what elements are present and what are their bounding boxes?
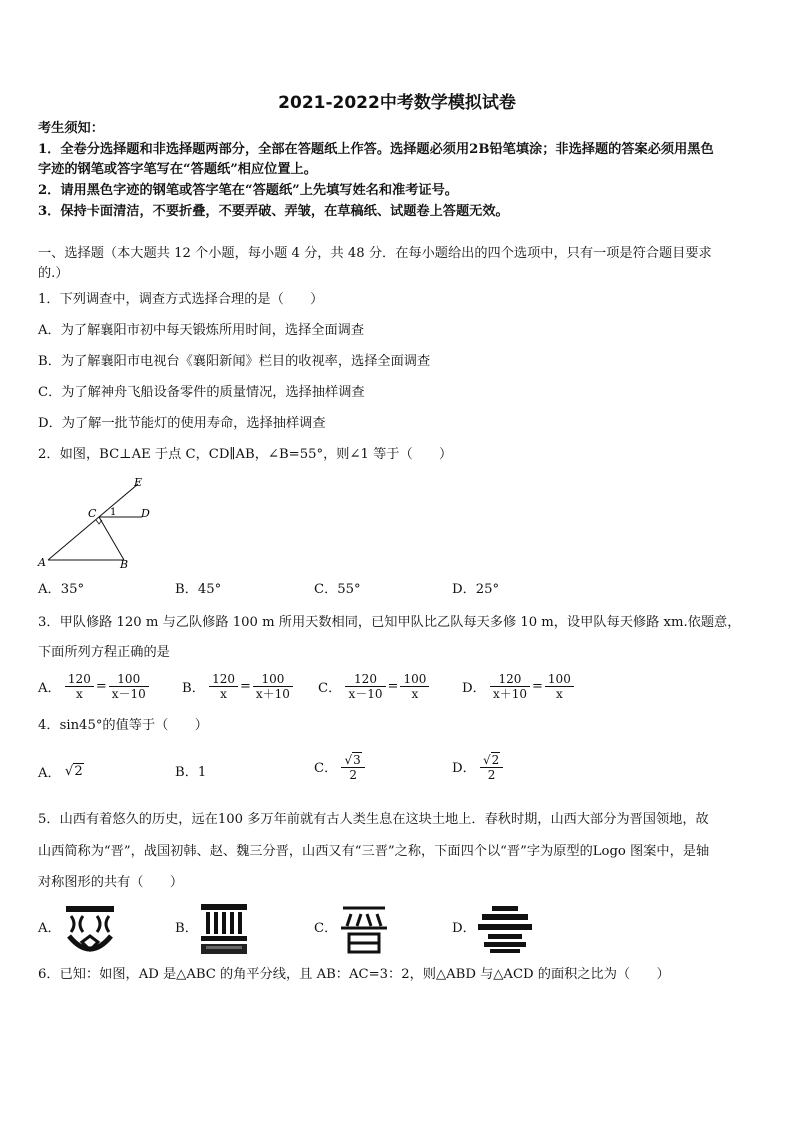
q5-line-3: 对称图形的共有（ ） <box>38 875 184 890</box>
q2-option-b: B．45° <box>175 582 222 597</box>
q1-option-d: D．为了解一批节能灯的使用寿命，选择抽样调查 <box>38 416 326 431</box>
q4-option-c <box>314 752 365 782</box>
notice-heading: 考生须知： <box>38 121 104 136</box>
fraction: $\frac{√2}{2}$ <box>480 752 503 782</box>
q5-option-d-label: D． <box>452 921 476 936</box>
fraction: $\frac{120}{x-10}$ <box>345 672 385 701</box>
q3-line-2: 下面所列方程正确的是 <box>38 645 170 660</box>
q4-option-d <box>452 752 503 782</box>
label-c: C <box>88 507 97 520</box>
q5-option-b-label: B． <box>175 921 198 936</box>
notice-item-1-line-1: 1．全卷分选择题和非选择题两部分，全部在答题纸上作答。选择题必须用2B铅笔填涂；非选择题的答案必须用黑色 <box>38 142 714 157</box>
fraction: $\frac{√3}{2}$ <box>341 752 364 782</box>
q2-stem: 2．如图，BC⊥AE 于点 C，CD∥AB，∠B=55°，则∠1 等于（ ） <box>38 447 453 462</box>
q3-option-b: B． $\frac{120}{x}$ = $\frac{100}{x+10}$ <box>182 672 293 701</box>
q3-option-d: D． $\frac{120}{x+10}$ = $\frac{100}{x}$ <box>462 672 574 701</box>
q4-stem: 4．sin45°的值等于（ ） <box>38 718 208 733</box>
q5-option-a-label: A． <box>38 921 61 936</box>
jin-logo-c <box>337 902 391 956</box>
square-root: √2 <box>64 764 83 779</box>
fraction: $\frac{120}{x}$ <box>65 672 94 701</box>
q3-option-a: A． $\frac{120}{x}$ = $\frac{100}{x-10}$ <box>38 672 149 701</box>
line-bc <box>99 517 124 560</box>
label-d: D <box>141 507 150 520</box>
jin-logo-b <box>198 902 250 956</box>
q2-geometry-figure <box>36 474 166 574</box>
q5-line-2: 山西简称为“晋”，战国初韩、赵、魏三分晋，山西又有“三晋”之称，下面四个以“晋”字为原型的Logo 图案中，是轴 <box>38 844 710 859</box>
label-b: B <box>120 558 129 571</box>
q1-option-a: A．为了解襄阳市初中每天锻炼所用时间，选择全面调查 <box>38 323 365 338</box>
q1-stem: 1．下列调查中，调查方式选择合理的是（ ） <box>38 292 324 307</box>
option-label: A． <box>38 766 61 781</box>
q3-line-1: 3．甲队修路 120 m 与乙队修路 100 m 所用天数相同，已知甲队比乙队每天多修 10 m，设甲队每天修路 xm.依题意， <box>38 615 741 630</box>
option-label: A． <box>38 681 61 696</box>
q4-option-b: B．1 <box>175 765 207 780</box>
q6-stem: 6．已知：如图，AD 是△ABC 的角平分线，且 AB：AC=3：2，则△ABD 与△ACD 的面积之比为（ ） <box>38 967 670 982</box>
label-e: E <box>134 476 143 489</box>
page-title: 2021-2022中考数学模拟试卷 <box>278 93 516 113</box>
q2-option-d: D．25° <box>452 582 500 597</box>
q5-line-1: 5．山西有着悠久的历史，远在100 多万年前就有古人类生息在这块土地上．春秋时期，山西大部分为晋国领地，故 <box>38 812 709 827</box>
option-label: C． <box>318 681 342 696</box>
notice-item-1-line-2: 字迹的钢笔或答字笔写在“答题纸”相应位置上。 <box>38 162 317 177</box>
jin-logo-a <box>63 902 117 958</box>
q2-option-c: C．55° <box>314 582 361 597</box>
q3-option-c: C． $\frac{120}{x-10}$ = $\frac{100}{x}$ <box>318 672 429 701</box>
line-ae <box>48 484 138 560</box>
q2-option-a: A．35° <box>38 582 85 597</box>
notice-item-3: 3．保持卡面清洁，不要折叠，不要弄破、弄皱，在草稿纸、试题卷上答题无效。 <box>38 204 509 219</box>
fraction: $\frac{120}{x+10}$ <box>490 672 530 701</box>
q4-option-a <box>38 762 84 781</box>
label-a: A <box>38 556 46 569</box>
fraction: $\frac{100}{x-10}$ <box>109 672 149 701</box>
fraction: $\frac{120}{x}$ <box>209 672 238 701</box>
q1-option-c: C．为了解神舟飞船设备零件的质量情况，选择抽样调查 <box>38 385 365 400</box>
q5-option-c-label: C． <box>314 921 338 936</box>
fraction: $\frac{100}{x}$ <box>545 672 574 701</box>
fraction: $\frac{100}{x+10}$ <box>253 672 293 701</box>
fraction: $\frac{100}{x}$ <box>400 672 429 701</box>
section-header-line-1: 一、选择题（本大题共 12 个小题，每小题 4 分，共 48 分．在每小题给出的四个选项中，只有一项是符合题目要求 <box>38 246 712 261</box>
option-label: D． <box>462 681 486 696</box>
notice-item-2: 2．请用黑色字迹的钢笔或答字笔在“答题纸”上先填写姓名和准考证号。 <box>38 183 458 198</box>
option-label: D． <box>452 761 476 777</box>
q1-option-b: B．为了解襄阳市电视台《襄阳新闻》栏目的收视率，选择全面调查 <box>38 354 431 369</box>
jin-logo-d <box>476 904 534 954</box>
option-label: C． <box>314 761 338 777</box>
label-angle-1: 1 <box>110 507 117 518</box>
section-header-line-2: 的.） <box>38 266 69 281</box>
right-angle-mark <box>96 520 102 524</box>
option-label: B． <box>182 681 205 696</box>
